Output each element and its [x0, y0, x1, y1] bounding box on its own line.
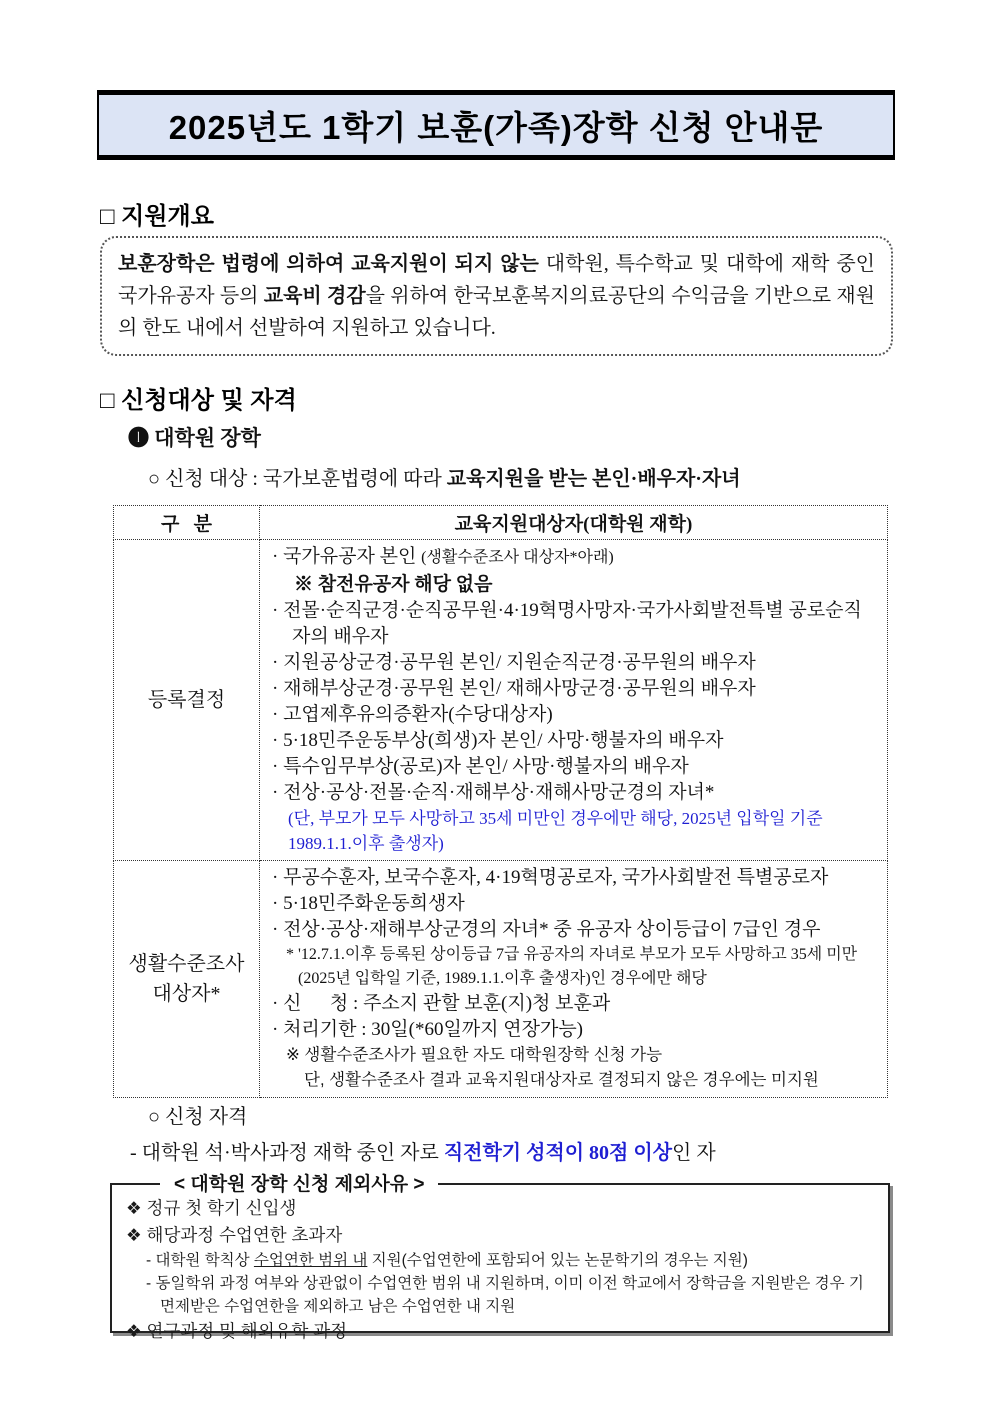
qualification-line — [130, 1136, 716, 1165]
row1-item4: · 재해부상군경·공무원 본인/ 재해사망군경·공무원의 배우자 — [272, 678, 756, 699]
qualification-blue: 직전학기 성적이 80점 이상 — [443, 1142, 673, 1164]
row1-item7: · 특수임무부상(공로)자 본인/ 사망·행불자의 배우자 — [272, 756, 689, 777]
row1-note1: ※ 참전유공자 해당 없음 — [294, 574, 493, 595]
row2-note2: ※ 생활수준조사가 필요한 자도 대학원장학 신청 가능 — [286, 1046, 663, 1064]
row1-item1-small: (생활수준조사 대상자*아래) — [421, 549, 614, 566]
row1-item5: · 고엽제후유의증환자(수당대상자) — [272, 704, 553, 725]
overview-heading: □ 지원개요 — [100, 203, 214, 230]
table-row-living-standard — [114, 861, 888, 1098]
row2-label-line1: 생활수준조사 — [128, 953, 245, 975]
row2-note3: 단, 생활수준조사 결과 교육지원대상자로 결정되지 않은 경우에는 미지원 — [304, 1071, 819, 1089]
overview-box — [100, 236, 893, 356]
row1-blue-note: (단, 부모가 모두 사망하고 35세 미만인 경우에만 해당, 2025년 입학일 기준 1989.1.1.이후 출생자) — [288, 809, 827, 853]
exclusion-item1: ❖ 정규 첫 학기 신입생 — [126, 1198, 297, 1218]
row2-item1: · 무공수훈자, 보국수훈자, 4·19혁명공로자, 국가사회발전 특별공로자 — [272, 867, 829, 888]
table-header-target: 교육지원대상자(대학원 재학) — [260, 506, 888, 540]
qualification-prefix: - 대학원 석·박사과정 재학 중인 자로 — [130, 1142, 444, 1164]
row2-label — [114, 861, 260, 1098]
target-bold: 교육지원을 받는 본인·배우자·자녀 — [446, 468, 741, 490]
exclusion-box — [110, 1174, 890, 1341]
qualification-heading: ○ 신청 자격 — [148, 1106, 248, 1128]
page-title: 2025년도 1학기 보훈(가족)장학 신청 안내문 — [168, 108, 824, 146]
row2-item4: · 신 청 : 주소지 관할 보훈(지)청 보훈과 — [272, 993, 611, 1014]
row2-item5: · 처리기한 : 30일(*60일까지 연장가능) — [272, 1019, 584, 1040]
row1-item6: · 5·18민주운동부상(희생)자 본인/ 사망·행불자의 배우자 — [272, 730, 724, 751]
row1-label: 등록결정 — [114, 540, 260, 861]
document-title-bar — [97, 90, 895, 160]
exclusion-sub1-prefix: - 대학원 학칙상 — [146, 1252, 254, 1269]
row1-item2: · 전몰·순직군경·순직공무원·4·19혁명사망자·국가사회발전특별 공로순직자의 배우자 — [272, 600, 862, 647]
row2-label-line2: 대상자* — [152, 983, 221, 1005]
table-row-registration — [114, 540, 888, 861]
row1-content — [260, 540, 888, 861]
exclusion-sub1 — [126, 1249, 874, 1272]
overview-normal-1: 대학원, 특수학교 및 대학에 재학 중인 국가유공자 등의 — [118, 253, 880, 307]
exclusion-sub1-underline: 수업연한 범위 내 — [253, 1252, 368, 1269]
row2-content — [260, 861, 888, 1098]
row2-item3: · 전상·공상·재해부상군경의 자녀* 중 유공자 상이등급이 7급인 경우 — [272, 919, 821, 940]
row1-item1-main: · 국가유공자 본인 — [272, 546, 422, 567]
overview-bold-1: 보훈장학은 법령에 의하여 교육지원이 되지 않는 — [118, 253, 539, 275]
grad-scholarship-heading: ❶ 대학원 장학 — [128, 426, 261, 450]
table-header-category: 구 분 — [114, 506, 260, 540]
exclusion-sub2: - 동일학위 과정 여부와 상관없이 수업연한 범위 내 지원하며, 이미 이전 학교에서 장학금을 지원받은 경우 기 면제받은 수업연한을 제외하고 남은 수업연한 내 지원 — [146, 1275, 869, 1315]
application-target-line — [148, 462, 741, 491]
target-prefix: ○ 신청 대상 : 국가보훈법령에 따라 — [148, 468, 447, 490]
exclusion-box-title: < 대학원 장학 신청 제외사유 > — [160, 1169, 438, 1196]
row2-note1: * '12.7.1.이후 등록된 상이등급 7급 유공자의 자녀로 부모가 모두 사망하고 35세 미만 (2025년 입학일 기준, 1989.1.1.이후 출생자)인 경우에만 해당 — [286, 946, 862, 987]
exclusion-item2: ❖ 해당과정 수업연한 초과자 — [126, 1225, 343, 1245]
exclusion-sub1-suffix: 지원(수업연한에 포함되어 있는 논문학기의 경우는 지원) — [367, 1252, 748, 1269]
eligibility-heading: □ 신청대상 및 자격 — [100, 387, 297, 414]
row2-item2: · 5·18민주화운동희생자 — [272, 893, 465, 914]
row1-item3: · 지원공상군경·공무원 본인/ 지원순직군경·공무원의 배우자 — [272, 652, 756, 673]
table-header-row — [114, 506, 888, 540]
row1-item8: · 전상·공상·전몰·순직·재해부상·재해사망군경의 자녀* — [272, 782, 715, 803]
overview-paragraph — [118, 248, 880, 344]
overview-bold-2: 교육비 경감 — [263, 285, 366, 307]
row1-item1 — [272, 544, 879, 571]
overview-normal-2: 을 위하여 한국보훈복지의료공단의 수익금을 기반으로 재원의 한도 내에서 선발하여 지원하고 있습니다. — [118, 285, 875, 339]
qualification-suffix: 인 자 — [672, 1142, 716, 1164]
exclusion-item3: ❖ 연구과정 및 해외유학 과정 — [126, 1321, 348, 1341]
education-support-table — [113, 505, 888, 1098]
